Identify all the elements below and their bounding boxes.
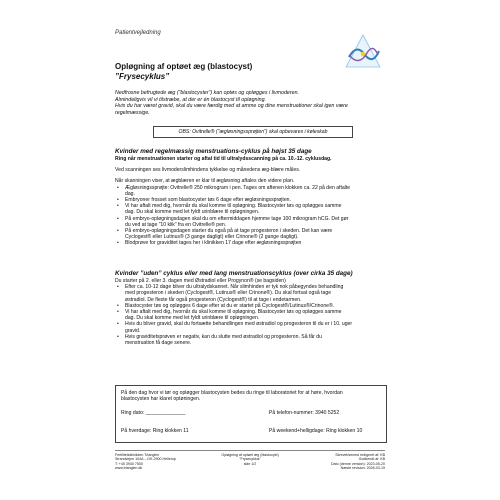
list-item: • Vi har aftalt med dig, hvornår du skal komme til opløgning. Blastocyster tøs og opløgges samme dag. Du skal komme med let fyldt urinblære til opløgningen. — [115, 203, 390, 215]
list-item: • Hvis graviditetsprøven er negativ, kan du slutte med østradiol og progesteron. Så får du menstruation få dage senere. — [115, 334, 390, 346]
list-item: • Hvis du bliver gravid, skal du fortsætte behandlingen med østradiol og progesteron til du er i 10. uger gravid. — [115, 321, 390, 333]
ring-date-field: Ring dato: ______________ — [121, 410, 186, 416]
list-item: • Ægløsningssprøjte: Ovitrelle® 250 mikrogram i pen. Tages om aftenen klokken ca. 22 på den aftalte dag. — [115, 185, 390, 197]
footer-divider — [115, 450, 385, 451]
list-item: • Vi har aftalt med dig, hvornår du skal komme til opløgning. Blastocyster tøs og opløgges samme dag. Du skal komme med let fyldt urinblære til opløgningen. — [115, 309, 390, 321]
section-lead: Du starter på 2. eller 3. dagen med Østradiol eller Progynon® (se bagsiden) — [115, 278, 286, 284]
intro-line: Nedfrosne befrugtede æg (”blastocyster”) kan optøs og opløgges i livmoderen. — [115, 90, 300, 96]
list-item: • Embryoner frosset som blastocyster tøs 6 dage efter ægløsningssprøjten. — [115, 197, 390, 203]
obs-notice-box: OBS: Ovitrelle® (”ægløsningssprøjten”) skal opbevares i køleskab — [153, 126, 353, 138]
intro-line: Almindeligvis vil vi tilstræbe, at der er én blastocyst til opløgning. — [115, 96, 267, 103]
list-item: • På embryo-opløgningsdagen starter du også på at tage progesteron i skeden. Det kan være Cyclogest® eller Lutinus® (3 gange dagligt) eller Crinone® (2 gange dagligt). — [115, 228, 390, 240]
footer-document-info: Opløgning af optøet æg (blastocyst) ”Frysecyklus” side 1/2 — [221, 453, 279, 466]
section-paragraph: Ved scanningen ses livmoderslimhindens tykkelse og månedens æg-blære måles. — [115, 167, 301, 174]
document-subtitle: ”Frysecyklus” — [115, 72, 170, 81]
section-heading: Kvinder med regelmæssig menstruations-cyklus på højst 35 dage — [115, 148, 312, 155]
document-title: Opløgning af optøet æg (blastocyst) — [115, 62, 253, 71]
list-item: • Blodprøve for graviditet tages her i klinikken 17 dage efter ægløsningssprøjten — [115, 240, 390, 246]
section-lead: Ring når menstruationen starter og aftal tid til ultralydsscanning på ca. 10.-12. cyklusdag. — [115, 156, 332, 162]
section-heading: Kvinder ”uden” cyklus eller med lang menstruationscyklus (over cirka 35 dage) — [115, 270, 353, 277]
section-irregular-cycle — [115, 270, 390, 346]
section-paragraph: Når skanningen viser, at ægblæren er klar til ægløsning aftales den videre plan. — [115, 178, 295, 185]
info-line: På den dag hvor vi tør og opløgger blastocysten bedes du ringe til laboratoriet for at høre, hvordan — [121, 390, 343, 396]
list-item: • På embryo-opløgningsdagen skal du om eftermiddagen hjemme tage 100 mikrogram hCG. Det gør du ved at tage ”10 klik” fra en Ovitrelle® pen. — [115, 216, 390, 228]
intro-text — [115, 90, 380, 116]
bullet-list — [115, 185, 390, 247]
intro-line: regelmæssige. — [115, 109, 150, 116]
list-item: • Efter ca. 10-12 dage bliver du ultralydskannet. Når slimhinden er tyk nok påbegyndes behandling med progesteron i skeden (Cyclogest®, Lutinus® eller Crinone®). Du skal fortsat også tage østradiol. De fleste får også progesteron (Cyclogest®) til at tage i endetarmen. — [115, 284, 390, 303]
weekday-call-label: På hverdage: Ring klokken 11 — [121, 428, 189, 434]
info-line: blastocysten har klaret optøningen. — [121, 396, 201, 402]
lab-call-info-box — [115, 385, 387, 443]
section-regular-cycle — [115, 148, 390, 247]
weekend-call-label: På weekend+helligdage: Ring klokken 10 — [269, 428, 363, 434]
clinic-logo-icon — [343, 33, 383, 71]
document-type-label: Patientvejledning — [115, 30, 161, 36]
phone-number-label: På telefon-nummer: 3940 5252 — [269, 410, 340, 416]
intro-line: Hvis du har været gravid, skal du være færdig med at amme og dine menstruationer skal igen være — [115, 103, 348, 110]
bullet-list — [115, 284, 390, 346]
list-item: • Blastocyster tøs og opløgges 6 dage efter at du er startet på Cyclogest®/Lutinus®/Crinone®. — [115, 303, 390, 309]
footer-clinic-info: Fertilitetsklinikken Trianglen Strandvejen 104A – DK-2900 Hellerup T: +45 3940 7500 www.trianglen.dk — [115, 453, 176, 471]
footer-revision-info: Skrevet/senest redigeret af: KB Godkendt af: KB Dato (denne version): 2023-05-20 Næste revision: 2026-03-19 — [331, 453, 385, 471]
